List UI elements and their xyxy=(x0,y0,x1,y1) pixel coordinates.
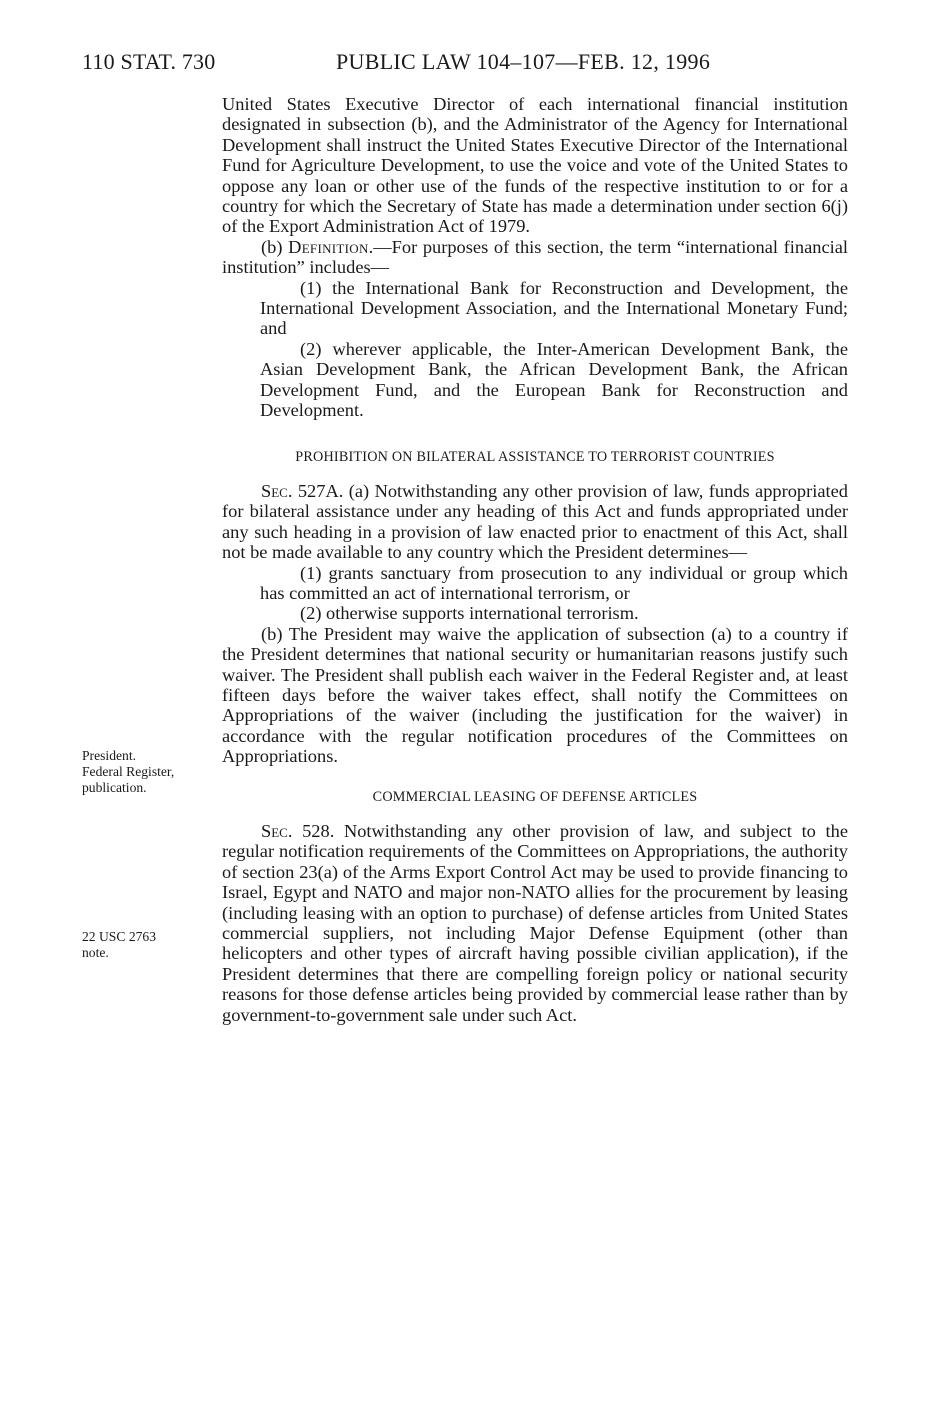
section-label: Sec xyxy=(261,480,288,501)
margin-note-line: Federal Register, xyxy=(82,764,175,779)
margin-note-line: 22 USC 2763 xyxy=(82,929,157,944)
margin-note-president xyxy=(82,748,174,796)
definition-item-1: (1) the International Bank for Reconstruction and Development, the International Development Association, and the International Monetary Fund; and xyxy=(260,277,848,339)
section-text: . 528. Notwithstanding any other provision of law, and subject to the regular notification requirements of the Committees on Appropriations, the authority of section 23(a) of the Arms Export Control Act may be used to provide financing to Israel, Egypt and NATO and major non-NATO allies for the procurement by leasing (including leasing with an option to purchase) of defense articles from United States commercial suppliers, not including Major Defense Equipment (other than helicopters and other types of aircraft having possible civilian application), if the President determines that there are compelling foreign policy or national security reasons for those defense articles being provided by commercial lease rather than by government-to-government sale under such Act. xyxy=(222,821,848,1025)
section-527a-waiver: (b) The President may waive the application of subsection (a) to a country if the President determines that national security or humanitarian reasons justify such waiver. The President shall publish each waiver in the Federal Register and, at least fifteen days before the waiver takes effect, shall notify the Committees on Appropriations of the waiver (including the justification for the waiver) in accordance with the regular notification procedures of the Committees on Appropriations. xyxy=(222,623,848,767)
paragraph-definition xyxy=(222,237,848,278)
margin-note-line: publication. xyxy=(82,780,147,795)
section-text: . 527A. (a) Notwithstanding any other provision of law, funds appropriated for bilateral assistance under any heading of this Act and funds appropriated under any such heading in a provision of law enacted prior to enactment of this Act, shall not be made available to any country which the President determines— xyxy=(222,480,848,563)
section-heading-commercial-leasing: COMMERCIAL LEASING OF DEFENSE ARTICLES xyxy=(372,788,698,805)
definition-text: .—For purposes of this section, the term “international financial institution” includes— xyxy=(222,236,848,278)
page-header xyxy=(82,44,842,80)
section-527a-item-1: (1) grants sanctuary from prosecution to any individual or group which has committed an act of international terrorism, or xyxy=(260,562,848,603)
section-label: Sec xyxy=(261,821,288,841)
section-527a-item-2: (2) otherwise supports international terrorism. xyxy=(300,603,639,624)
statute-page-reference: 110 STAT. 730 xyxy=(82,49,216,74)
paragraph-continuation: United States Executive Director of each international financial institution designated in subsection (b), and the Administrator of the Agency for International Development shall instruct the United States Executive Director of the International Fund for Agriculture Development, to use the voice and vote of the United States to oppose any loan or other use of the funds of the respective institution to or for a country for which the Secretary of State has made a determination under section 6(j) of the Export Administration Act of 1979. xyxy=(222,94,848,237)
section-527a-paragraph xyxy=(222,481,848,563)
margin-note-line: President. xyxy=(82,748,136,763)
margin-note-line: note. xyxy=(82,945,109,960)
section-heading-terrorist-countries: PROHIBITION ON BILATERAL ASSISTANCE TO TERRORIST COUNTRIES xyxy=(295,448,775,465)
public-law-title: PUBLIC LAW 104–107—FEB. 12, 1996 xyxy=(336,49,711,74)
body-text xyxy=(222,94,848,1025)
margin-note-usc xyxy=(82,929,156,961)
definition-item-2: (2) wherever applicable, the Inter-American Development Bank, the Asian Development Bank, the African Development Bank, the African Development Fund, and the European Bank for Reconstruction and Development. xyxy=(260,338,848,421)
definition-label: (b) xyxy=(261,236,289,257)
section-528-paragraph xyxy=(222,821,848,1025)
definition-smallcaps: Definition xyxy=(288,236,369,257)
